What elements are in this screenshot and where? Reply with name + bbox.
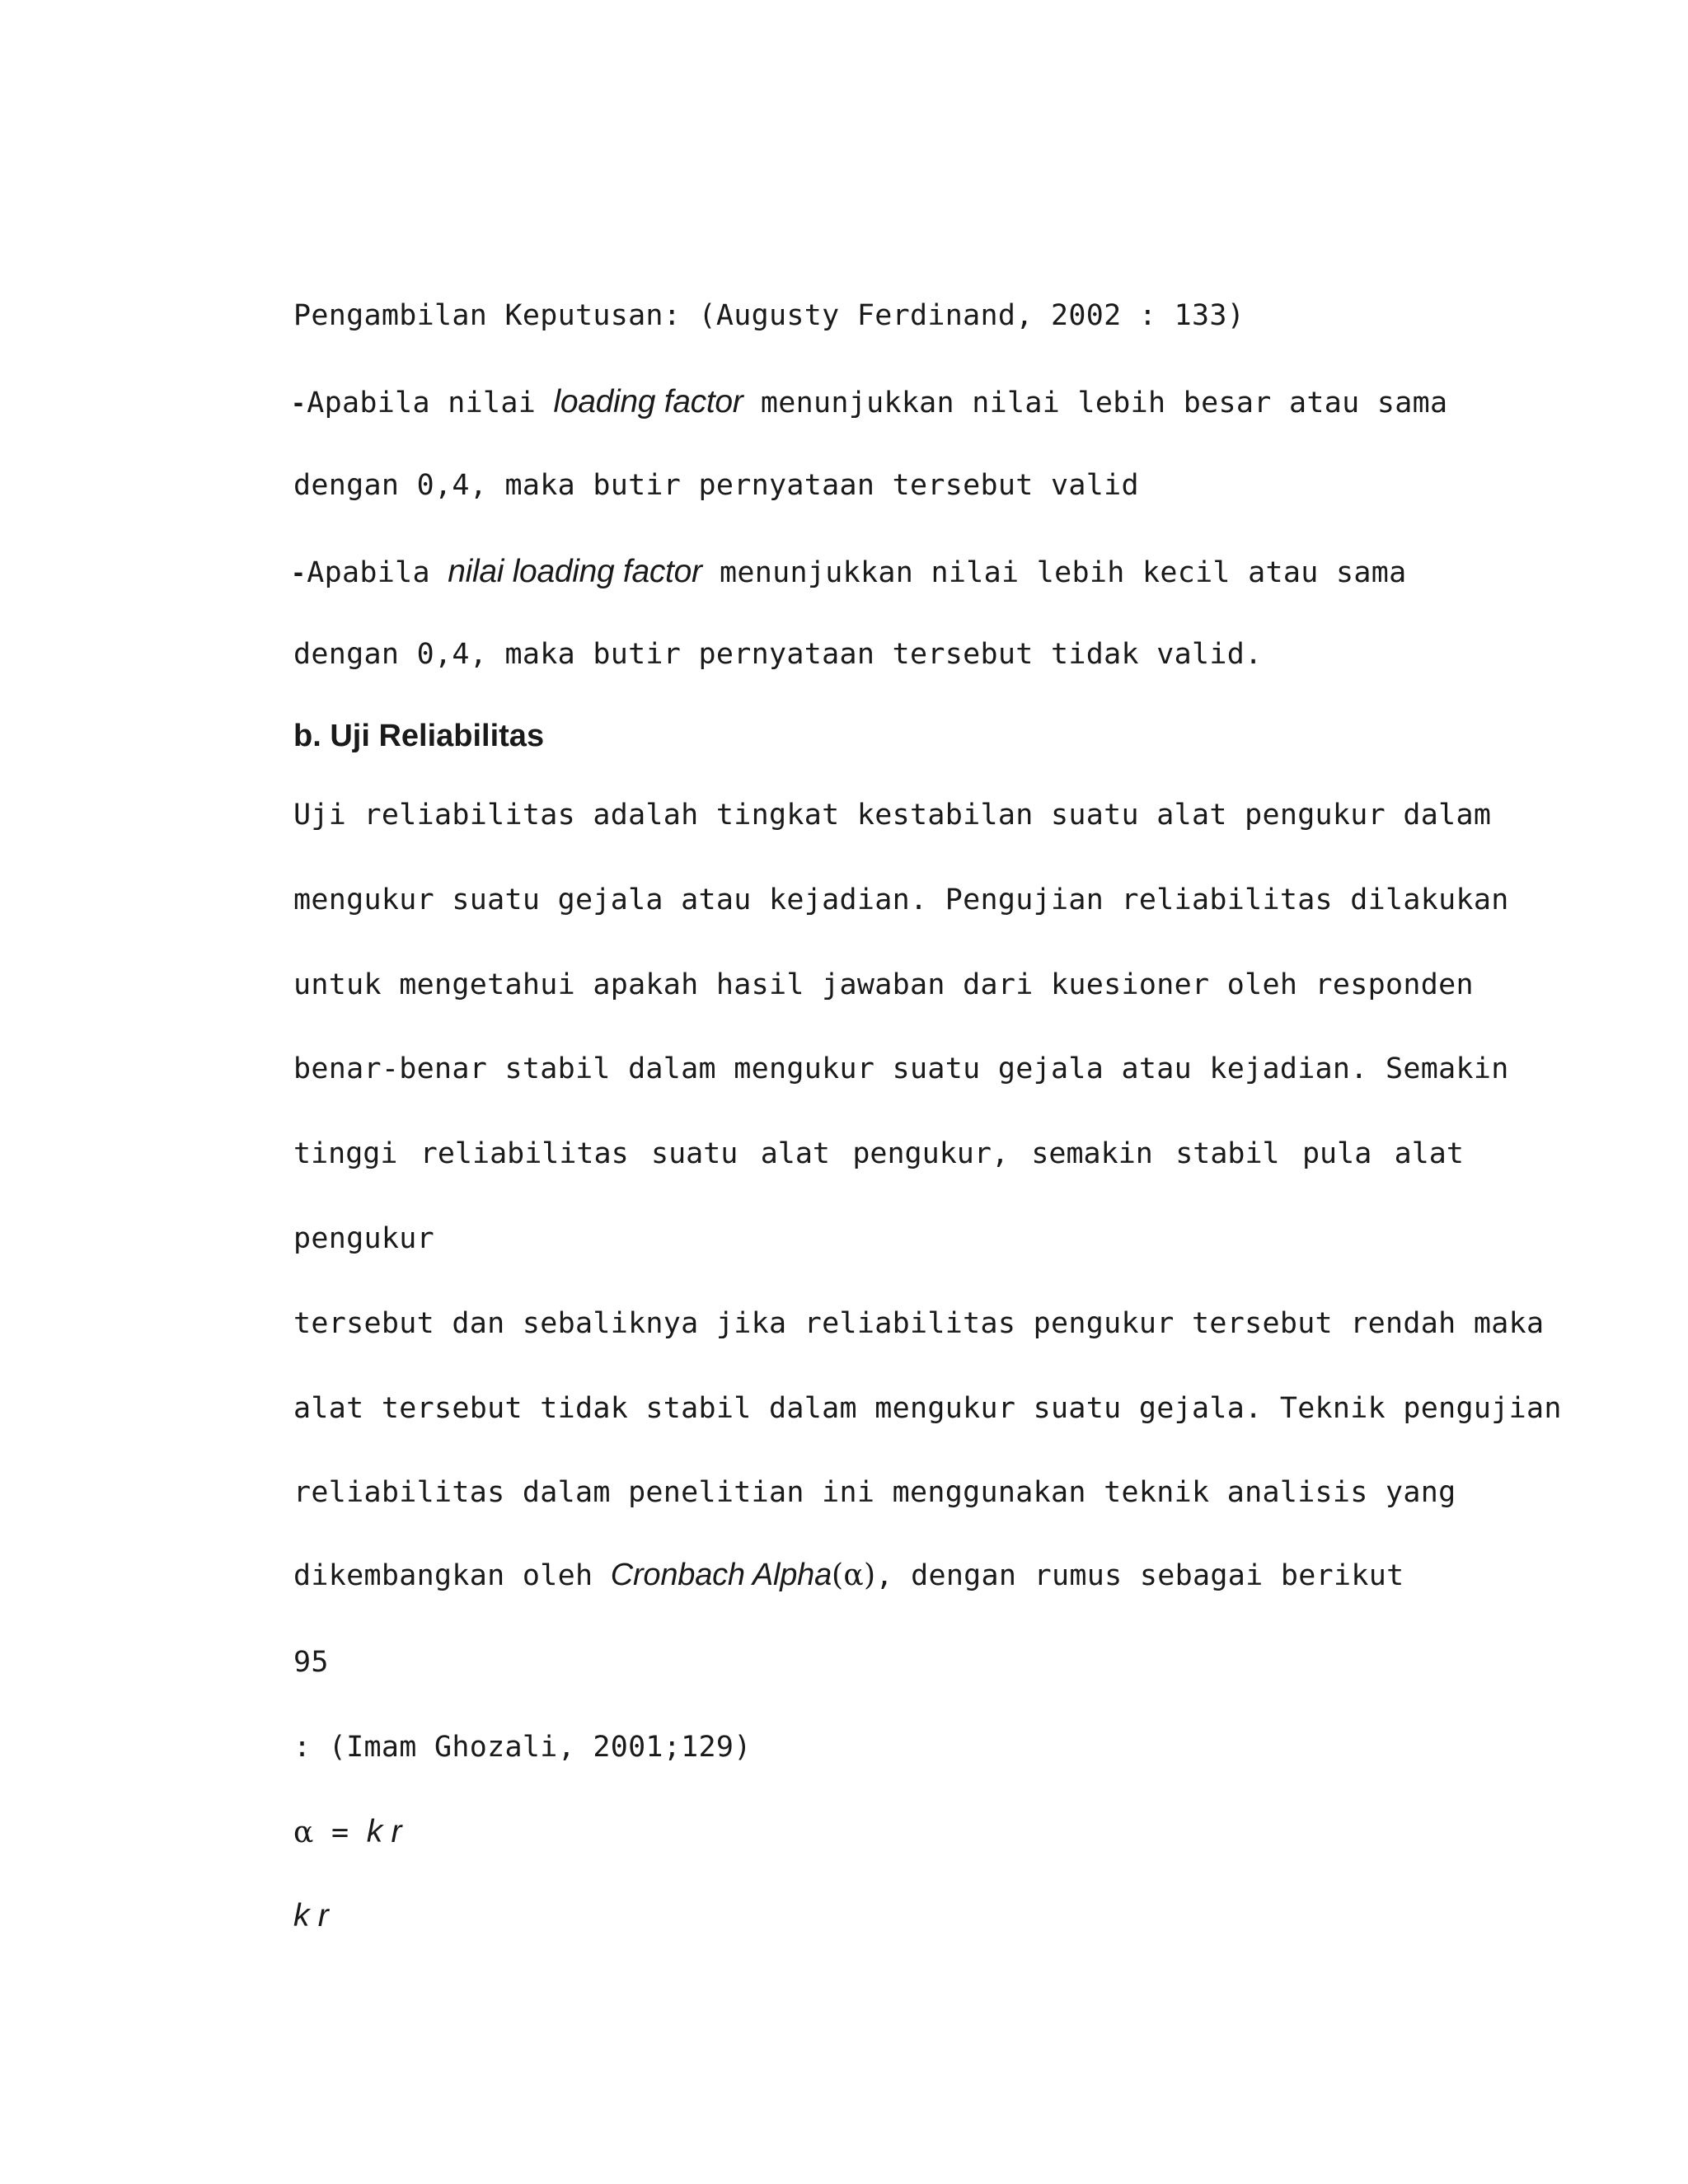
paragraph-line-cronbach <box>293 1559 1404 1591</box>
line10-post: , dengan rumus sebagai berikut <box>875 1559 1404 1592</box>
formula-rhs: k r <box>366 1814 402 1849</box>
word: suatu <box>651 1137 738 1170</box>
word: tinggi <box>293 1137 398 1170</box>
decision-title: Pengambilan Keputusan: (Augusty Ferdinand, 2002 : 133) <box>293 299 1245 332</box>
decision-rule-2 <box>293 555 1407 588</box>
word: pula <box>1301 1137 1372 1170</box>
word: reliabilitas <box>420 1137 629 1170</box>
word: alat <box>760 1137 830 1170</box>
paragraph-line-justified <box>293 1137 1464 1170</box>
cronbach-alpha-emphasis: Cronbach Alpha <box>610 1558 832 1592</box>
formula-term: k r <box>293 1898 329 1933</box>
bullet-dash: - <box>293 385 304 419</box>
rule2-pre: Apabila <box>307 556 448 589</box>
word: alat <box>1394 1137 1464 1170</box>
rule2-post: menunjukkan nilai lebih kecil atau sama <box>701 556 1407 589</box>
rule1-post: menunjukkan nilai lebih besar atau sama <box>743 387 1448 419</box>
decision-rule-1 <box>293 386 1447 418</box>
paragraph-line: reliabilitas dalam penelitian ini menggunakan teknik analisis yang <box>293 1476 1456 1509</box>
paragraph-line: pengukur <box>293 1222 434 1255</box>
paragraph-line: Uji reliabilitas adalah tingkat kestabilan suatu alat pengukur dalam <box>293 799 1492 832</box>
rule1-emphasis: loading factor <box>553 384 743 419</box>
paragraph-line: mengukur suatu gejala atau kejadian. Pengujian reliabilitas dilakukan <box>293 883 1509 916</box>
paragraph-line: benar-benar stabil dalam mengukur suatu gejala atau kejadian. Semakin <box>293 1052 1509 1085</box>
alpha-symbol: α <box>293 1816 314 1849</box>
line10-pre: dikembangkan oleh <box>293 1559 611 1592</box>
page-number: 95 <box>293 1646 329 1679</box>
equals-sign: = <box>313 1816 367 1849</box>
paragraph-line: untuk mengetahui apakah hasil jawaban dari kuesioner oleh responden <box>293 968 1474 1001</box>
rule1-pre: Apabila nilai <box>307 387 554 419</box>
paragraph-line: alat tersebut tidak stabil dalam mengukur suatu gejala. Teknik pengujian <box>293 1392 1562 1425</box>
word: semakin <box>1031 1137 1153 1170</box>
citation: : (Imam Ghozali, 2001;129) <box>293 1731 752 1764</box>
decision-rule-2-cont: dengan 0,4, maka butir pernyataan tersebut tidak valid. <box>293 638 1263 671</box>
paragraph-line: tersebut dan sebaliknya jika reliabilitas pengukur tersebut rendah maka <box>293 1307 1545 1340</box>
rule2-emphasis: nilai loading factor <box>448 554 702 589</box>
formula-line-1 <box>293 1816 401 1848</box>
alpha-symbol: (α) <box>832 1558 876 1592</box>
bullet-dash: - <box>293 555 304 588</box>
word: pengukur, <box>852 1137 1009 1170</box>
decision-rule-1-cont: dengan 0,4, maka butir pernyataan tersebut valid <box>293 469 1139 502</box>
formula-line-2 <box>293 1900 328 1932</box>
section-heading: b. Uji Reliabilitas <box>293 719 545 753</box>
word: stabil <box>1175 1137 1280 1170</box>
